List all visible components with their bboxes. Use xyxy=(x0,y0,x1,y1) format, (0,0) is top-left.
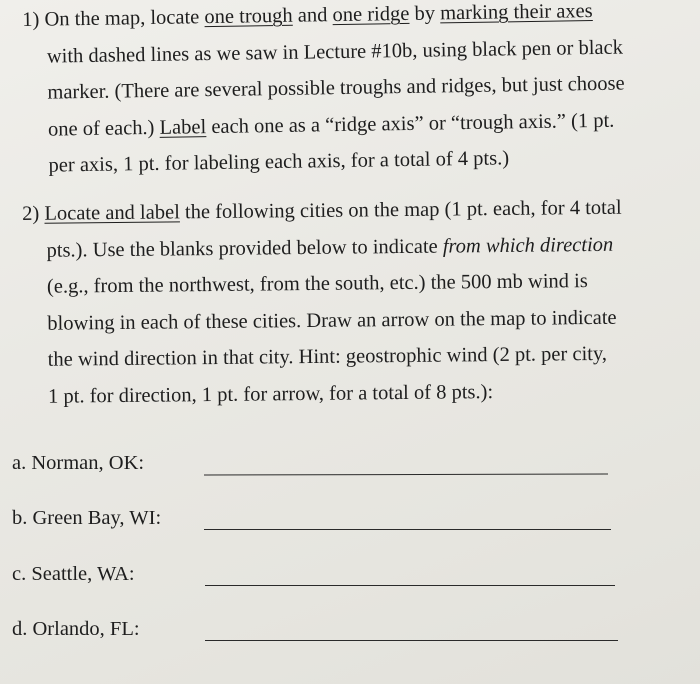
question-2-line-5: the wind direction in that city. Hint: geostrophic wind (2 pt. per city, xyxy=(47,343,608,372)
question-1-line-1: 1) On the map, locate one trough and one ridge by marking their axes xyxy=(22,0,593,31)
answer-label-norman: a. Norman, OK: xyxy=(12,452,145,474)
question-2 xyxy=(22,189,664,415)
underlined-one-ridge: one ridge xyxy=(332,2,410,27)
answer-blank-orlando[interactable] xyxy=(205,640,618,641)
question-1-line-2: with dashed lines as we saw in Lecture #10b, using black pen or black xyxy=(46,36,624,68)
answer-blank-green-bay[interactable] xyxy=(204,529,611,530)
answer-orlando xyxy=(12,618,632,648)
answer-blank-seattle[interactable] xyxy=(205,585,615,586)
answer-label-green-bay: b. Green Bay, WI: xyxy=(12,507,162,529)
answer-label-seattle: c. Seattle, WA: xyxy=(12,563,135,585)
underlined-locate-and-label: Locate and label xyxy=(44,201,180,225)
answer-green-bay xyxy=(12,507,632,537)
question-1 xyxy=(22,0,665,185)
question-1-line-4: one of each.) Label each one as a “ridge axis” or “trough axis.” (1 pt. xyxy=(47,109,615,141)
answer-seattle xyxy=(12,563,632,593)
question-1-line-3: marker. (There are several possible troughs and ridges, but just choose xyxy=(47,72,625,104)
question-2-line-6: 1 pt. for direction, 1 pt. for arrow, for a total of 8 pts.): xyxy=(47,381,494,408)
question-1-line-5: per axis, 1 pt. for labeling each axis, for a total of 4 pts.) xyxy=(48,147,510,177)
underlined-one-trough: one trough xyxy=(204,4,293,29)
question-2-line-2: pts.). Use the blanks provided below to indicate from which direction xyxy=(46,233,614,262)
answer-blank-norman[interactable] xyxy=(204,473,608,475)
answer-label-orlando: d. Orlando, FL: xyxy=(12,618,140,640)
answer-norman xyxy=(12,452,632,482)
question-2-line-1: 2) Locate and label the following cities on the map (1 pt. each, for 4 total xyxy=(22,196,622,225)
question-2-line-3: (e.g., from the northwest, from the south, etc.) the 500 mb wind is xyxy=(46,270,588,298)
underlined-marking-axes: marking their axes xyxy=(439,0,593,25)
question-2-line-4: blowing in each of these cities. Draw an arrow on the map to indicate xyxy=(47,306,617,335)
italic-from-which-direction: from which direction xyxy=(442,233,614,258)
underlined-label: Label xyxy=(159,115,207,139)
